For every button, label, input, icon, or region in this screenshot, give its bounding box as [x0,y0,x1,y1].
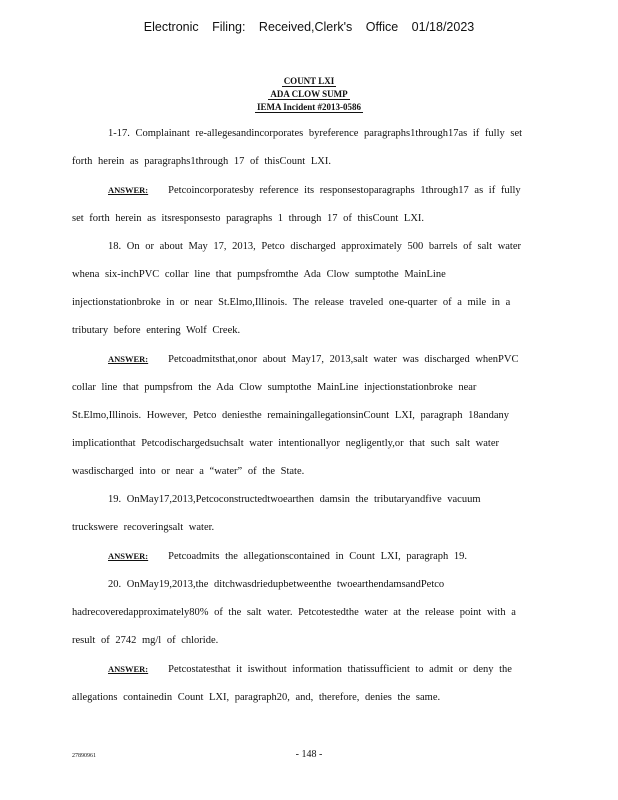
pleading-body [72,120,528,712]
document-id: 27890961 [72,753,96,759]
filing-header: Electronic Filing: Received,Clerk's Office 01/18/2023 [143,20,475,34]
allegation-paragraph: 19. OnMay17,2013,Petcoconstructedtwoearthen damsin the tributaryandfive vacuum truckswere recoveringsalt water. [72,494,481,533]
caption-count: COUNT LXI [283,76,335,86]
answer-label: ANSWER: [108,354,149,364]
answer-label: ANSWER: [108,551,149,561]
answer-label: ANSWER: [108,664,149,674]
answer-paragraph: ANSWER: Petcoincorporatesby reference its responsestoparagraphs 1through17 as if fully set forth herein as itsresponsesto paragraphs 1 through 17 of thisCount LXI. [72,185,521,224]
answer-paragraph: ANSWER: Petcostatesthat it iswithout information thatissufficient to admit or deny the allegations containedin Count LXI, paragraph20, and, therefore, denies the same. [72,664,512,703]
answer-label: ANSWER: [108,185,149,195]
answer-paragraph: ANSWER: Petcoadmits the allegationscontained in Count LXI, paragraph 19. [108,551,468,562]
answer-paragraph: ANSWER: Petcoadmitsthat,onor about May17, 2013,salt water was discharged whenPVC collar line that pumpsfrom the Ada Clow sumptothe MainLine injectionstationbroke near St.Elmo,Illinois. However, Petco deniesthe remainingallegationsinCount LXI, paragraph 18andany implicationthat Petcodischargedsuchsalt water intentionallyor negligently,or that such salt water wasdischarged into or near a “water” of the State. [72,354,519,477]
allegation-paragraph: 18. On or about May 17, 2013, Petco discharged approximately 500 barrels of salt water whena six-inchPVC collar line that pumpsfromthe Ada Clow sumptothe MainLine injectionstationbroke in or near St.Elmo,Illinois. The release traveled one-quarter of a mile in a tributary before entering Wolf Creek. [72,241,522,336]
page-number: - 148 - [295,749,323,760]
caption-incident: IEMA Incident #2013-0586 [256,102,361,112]
allegation-paragraph: 1-17. Complainant re-allegesandincorporates byreference paragraphs1through17as if fully set forth herein as paragraphs1through 17 of thisCount LXI. [72,128,523,167]
caption-sump: ADA CLOW SUMP [270,89,348,99]
allegation-paragraph: 20. OnMay19,2013,the ditchwasdriedupbetweenthe twoearthendamsandPetco hadrecoveredapproximately80% of the salt water. Petcotestedthe water at the release point with a result of 2742 mg/l of chloride. [72,579,516,646]
